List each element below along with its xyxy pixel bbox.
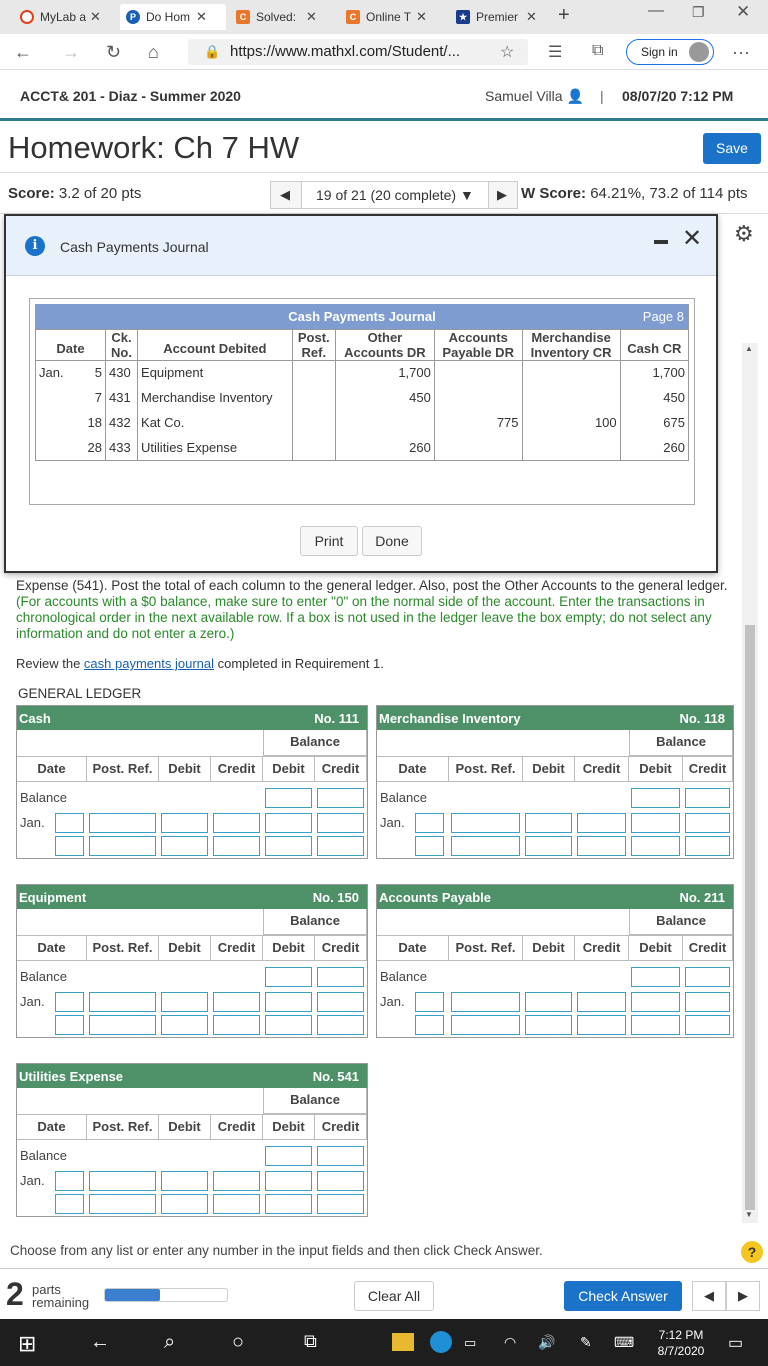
ledger-col-postref: Post. Ref. [449, 756, 523, 782]
browser-tab[interactable]: MyLab a ✕ [14, 4, 114, 30]
balance-header: Balance [263, 1088, 367, 1114]
ledger-credit-input[interactable] [317, 992, 364, 1012]
ledger-title-bar [17, 885, 367, 909]
question-navigator [270, 181, 518, 209]
footer-instructions: Choose from any list or enter any number in the input fields and then click Check Answer. [10, 1243, 543, 1258]
ledger-col-date: Date [17, 1114, 87, 1140]
keyboard-icon[interactable]: ⌨ [614, 1334, 635, 1350]
lock-icon: 🔒 [204, 44, 221, 59]
ledger-col-postref: Post. Ref. [87, 935, 159, 961]
ledger-date-input[interactable] [415, 992, 444, 1012]
ledger-col-credit: Credit [575, 756, 629, 782]
ledger-postref-input[interactable] [451, 1015, 520, 1035]
page-title: Homework: Ch 7 HW [8, 130, 300, 165]
close-modal-icon[interactable]: ✕ [682, 225, 703, 252]
chegg-icon: C [236, 10, 250, 24]
ledger-debit-input[interactable] [265, 1194, 312, 1214]
close-tab-icon[interactable]: ✕ [526, 9, 537, 24]
journal-cell-ck: 433 [106, 435, 138, 460]
journal-cell-ck: 430 [106, 360, 138, 385]
ledger-title-bar [377, 885, 733, 909]
balance-credit-input[interactable] [685, 967, 730, 987]
ledger-col-debit: Debit [523, 935, 575, 961]
journal-cell-day: 18 [72, 410, 106, 435]
account-number: No. 118 [679, 711, 725, 726]
ledger-debit-input[interactable] [631, 836, 680, 856]
balance-row-label: Balance [20, 969, 67, 984]
balance-credit-input[interactable] [685, 788, 730, 808]
journal-cell-month [36, 410, 72, 435]
journal-cell-post [292, 385, 335, 410]
journal-cell-other: 1,700 [335, 360, 434, 385]
browser-tab[interactable]: C Solved: ✕ [230, 4, 336, 30]
ledger-date-input[interactable] [55, 1015, 84, 1035]
close-tab-icon[interactable]: ✕ [90, 9, 101, 24]
ledger-credit-input[interactable] [213, 992, 260, 1012]
minimize-modal-icon[interactable] [654, 240, 668, 244]
mylab-icon [20, 10, 34, 24]
balance-debit-input[interactable] [631, 788, 680, 808]
more-icon[interactable]: ··· [732, 42, 750, 62]
ledger-debit-input[interactable] [161, 992, 208, 1012]
pearson-icon: P [126, 10, 140, 24]
search-icon[interactable]: ⌕ [164, 1331, 176, 1353]
ledger-col-credit: Credit [211, 756, 263, 782]
dropdown-icon: ▼ [459, 187, 474, 203]
ledger-postref-input[interactable] [451, 836, 520, 856]
close-tab-icon[interactable]: ✕ [306, 9, 317, 24]
modal-header [6, 216, 716, 276]
ledger-debit-input[interactable] [265, 836, 312, 856]
sign-in-button[interactable]: Sign in [626, 39, 714, 65]
balance-row-label: Balance [20, 1148, 67, 1163]
back-arrow-icon[interactable]: ← [90, 1331, 110, 1353]
ledger-col-credit: Credit [683, 935, 733, 961]
save-button[interactable]: Save [703, 133, 761, 164]
journal-cell-month [36, 385, 72, 410]
browser-tab-active[interactable]: P Do Hom ✕ [120, 4, 226, 30]
account-name: Cash [19, 711, 51, 726]
ledger-debit-input[interactable] [161, 836, 208, 856]
ledger-account [16, 884, 368, 1038]
journal-cell-ck: 432 [106, 410, 138, 435]
parts-progress-bar [104, 1288, 228, 1302]
journal-cell-mi [522, 360, 620, 385]
journal-modal [4, 214, 718, 573]
journal-cell-mi: 100 [522, 410, 620, 435]
journal-table-box [29, 298, 695, 505]
journal-cell-ap [434, 385, 522, 410]
edge-icon[interactable] [430, 1331, 452, 1353]
ledger-credit-input[interactable] [317, 813, 364, 833]
balance-header: Balance [263, 909, 367, 935]
ledger-credit-input[interactable] [317, 836, 364, 856]
prev-question-icon[interactable]: ◀ [280, 187, 290, 202]
ledger-col-debit: Debit [629, 756, 683, 782]
col-account: Account Debited [138, 329, 293, 360]
ledger-debit-input[interactable] [265, 1171, 312, 1191]
ledger-credit-input[interactable] [213, 1015, 260, 1035]
header-separator: | [600, 88, 604, 104]
next-question-icon[interactable]: ▶ [497, 187, 507, 202]
browser-tab[interactable]: ★ Premier ✕ [450, 4, 550, 30]
prev-arrow-icon: ◀ [704, 1288, 714, 1303]
col-cash: Cash CR [620, 329, 688, 360]
print-button[interactable]: Print [300, 526, 358, 556]
ledger-debit-input[interactable] [525, 992, 572, 1012]
journal-cell-post [292, 410, 335, 435]
parts-count: 2 [6, 1276, 24, 1312]
ledger-credit-input[interactable] [577, 1015, 626, 1035]
check-answer-button[interactable]: Check Answer [564, 1281, 682, 1311]
address-bar [0, 34, 768, 70]
ledger-credit-input[interactable] [685, 813, 730, 833]
course-header [0, 71, 768, 121]
ledger-debit-input[interactable] [265, 1015, 312, 1035]
ledger-credit-input[interactable] [213, 1171, 260, 1191]
ledger-date-input[interactable] [55, 1171, 84, 1191]
ledger-col-credit: Credit [211, 935, 263, 961]
journal-cell-month: Jan. [36, 360, 72, 385]
ledger-date-input[interactable] [415, 813, 444, 833]
ledger-credit-input[interactable] [213, 836, 260, 856]
journal-cell-ap [434, 360, 522, 385]
ledger-postref-input[interactable] [89, 836, 156, 856]
ledger-date-input[interactable] [55, 836, 84, 856]
notification-icon[interactable]: ▭ [728, 1335, 744, 1352]
windows-start-icon[interactable]: ⊞ [18, 1331, 37, 1356]
ledger-col-postref: Post. Ref. [87, 756, 159, 782]
ledger-credit-input[interactable] [685, 1015, 730, 1035]
ledger-postref-input[interactable] [451, 992, 520, 1012]
progress-fill [105, 1289, 160, 1301]
taskbar [0, 1319, 768, 1366]
ledger-col-postref: Post. Ref. [449, 935, 523, 961]
account-name: Accounts Payable [379, 890, 491, 905]
journal-cell-mi [522, 435, 620, 460]
ledger-postref-input[interactable] [89, 813, 156, 833]
journal-cell-day: 5 [72, 360, 106, 385]
ledger-debit-input[interactable] [631, 1015, 680, 1035]
ledger-debit-input[interactable] [265, 992, 312, 1012]
modal-title: Cash Payments Journal [60, 239, 209, 255]
browser-tab[interactable]: C Online T ✕ [340, 4, 446, 30]
ledger-debit-input[interactable] [525, 1015, 572, 1035]
close-tab-icon[interactable]: ✕ [416, 9, 427, 24]
cortana-icon[interactable]: ○ [232, 1331, 245, 1353]
done-button[interactable]: Done [362, 526, 422, 556]
help-icon[interactable]: ? [741, 1241, 763, 1263]
scroll-down-icon[interactable]: ▼ [745, 1210, 753, 1219]
journal-row [36, 385, 689, 410]
score-bar [0, 172, 768, 214]
ledger-title-bar [17, 1064, 367, 1088]
ledger-title-bar [377, 706, 733, 730]
col-ck: Ck. No. [106, 329, 138, 360]
home-icon[interactable]: ⌂ [148, 42, 159, 62]
journal-cell-account: Utilities Expense [138, 435, 293, 460]
journal-rows [36, 360, 689, 460]
ledger-debit-input[interactable] [631, 813, 680, 833]
ledger-postref-input[interactable] [451, 813, 520, 833]
ledger-col-debit: Debit [523, 756, 575, 782]
favorites-icon[interactable]: ☰ [548, 44, 563, 61]
ledger-postref-input[interactable] [89, 992, 156, 1012]
ledger-col-credit: Credit [683, 756, 733, 782]
ledger-date-input[interactable] [55, 813, 84, 833]
pen-icon[interactable]: ✎ [580, 1334, 592, 1350]
browser-tab-bar [0, 0, 768, 34]
score: Score: 3.2 of 20 pts [8, 185, 142, 202]
back-icon[interactable]: ← [14, 42, 32, 62]
jan-row-label: Jan. [20, 815, 45, 830]
favorite-star-icon[interactable]: ☆ [500, 44, 515, 61]
balance-debit-input[interactable] [265, 1146, 312, 1166]
ledger-col-credit: Credit [315, 1114, 367, 1140]
ledger-account [376, 705, 734, 859]
ledger-credit-input[interactable] [213, 1194, 260, 1214]
balance-header: Balance [263, 730, 367, 756]
wifi-icon[interactable]: ◠ [504, 1334, 517, 1350]
ledger-credit-input[interactable] [577, 836, 626, 856]
account-number: No. 211 [679, 890, 725, 905]
cash-payments-journal-table [35, 304, 689, 461]
ledger-col-date: Date [17, 756, 87, 782]
col-mi: Merchandise Inventory CR [522, 329, 620, 360]
col-ap: Accounts Payable DR [434, 329, 522, 360]
next-button[interactable] [726, 1281, 760, 1311]
ledger-credit-input[interactable] [577, 813, 626, 833]
close-tab-icon[interactable]: ✕ [196, 9, 207, 24]
user-name[interactable]: Samuel Villa 👤 [485, 88, 584, 104]
journal-cell-post [292, 360, 335, 385]
next-arrow-icon: ▶ [738, 1288, 748, 1303]
balance-debit-input[interactable] [265, 788, 312, 808]
scrollbar-thumb[interactable] [745, 625, 755, 1210]
ledger-title-bar [17, 706, 367, 730]
journal-cell-cash: 1,700 [620, 360, 688, 385]
account-number: No. 111 [314, 711, 359, 726]
avatar-icon [689, 42, 709, 62]
info-icon: i [25, 236, 45, 256]
ledger-debit-input[interactable] [161, 813, 208, 833]
journal-cell-ap: 775 [434, 410, 522, 435]
col-post-ref: Post. Ref. [292, 329, 335, 360]
col-date: Date [36, 329, 106, 360]
window-close-icon[interactable]: ✕ [736, 2, 751, 21]
ledger-col-date: Date [17, 935, 87, 961]
journal-cell-other: 450 [335, 385, 434, 410]
ledger-col-credit: Credit [315, 935, 367, 961]
ledger-col-date: Date [377, 935, 449, 961]
scroll-up-icon[interactable]: ▲ [745, 344, 753, 353]
balance-row-label: Balance [380, 790, 427, 805]
journal-cell-cash: 260 [620, 435, 688, 460]
taskbar-clock[interactable]: 7:12 PM 8/7/2020 [657, 1328, 705, 1358]
account-number: No. 150 [312, 890, 359, 905]
ledger-date-input[interactable] [55, 992, 84, 1012]
ledger-credit-input[interactable] [685, 992, 730, 1012]
ledger-debit-input[interactable] [525, 813, 572, 833]
ledger-col-debit: Debit [263, 935, 315, 961]
ledger-postref-input[interactable] [89, 1015, 156, 1035]
prev-button[interactable] [692, 1281, 726, 1311]
ledger-account [16, 705, 368, 859]
account-number: No. 541 [312, 1069, 359, 1084]
balance-header: Balance [629, 909, 733, 935]
collections-icon[interactable]: ⧉ [592, 42, 604, 59]
journal-cell-ck: 431 [106, 385, 138, 410]
ledger-col-debit: Debit [263, 1114, 315, 1140]
ledger-debit-input[interactable] [161, 1194, 208, 1214]
ledger-account [16, 1063, 368, 1217]
balance-credit-input[interactable] [317, 788, 364, 808]
gear-icon[interactable]: ⚙ [734, 221, 754, 246]
journal-page: Page 8 [642, 309, 684, 324]
balance-row-label: Balance [20, 790, 67, 805]
file-explorer-icon[interactable] [392, 1333, 414, 1351]
new-tab-icon[interactable]: + [558, 4, 570, 26]
star-icon: ★ [456, 10, 470, 24]
balance-header: Balance [629, 730, 733, 756]
balance-row-label: Balance [380, 969, 427, 984]
journal-row [36, 435, 689, 460]
account-name: Equipment [19, 890, 87, 905]
ledger-debit-input[interactable] [265, 813, 312, 833]
user-icon: 👤 [566, 88, 584, 104]
ledger-col-debit: Debit [159, 935, 211, 961]
ledger-credit-input[interactable] [317, 1015, 364, 1035]
parts-label: parts remaining [32, 1282, 90, 1310]
footer-divider [0, 1268, 768, 1269]
journal-cell-other: 260 [335, 435, 434, 460]
ledger-col-debit: Debit [263, 756, 315, 782]
ledger-col-postref: Post. Ref. [87, 1114, 159, 1140]
forward-icon[interactable]: → [62, 42, 80, 62]
journal-cell-day: 7 [72, 385, 106, 410]
journal-cell-month [36, 435, 72, 460]
ledger-col-credit: Credit [575, 935, 629, 961]
journal-row [36, 360, 689, 385]
ledger-credit-input[interactable] [213, 813, 260, 833]
ledger-col-credit: Credit [211, 1114, 263, 1140]
account-name: Merchandise Inventory [379, 711, 521, 726]
url-field[interactable]: 🔒 https://www.mathxl.com/Student/... [188, 39, 528, 65]
ledger-debit-input[interactable] [161, 1015, 208, 1035]
journal-cell-ap [434, 435, 522, 460]
battery-icon[interactable]: ▭ [464, 1335, 477, 1350]
ledger-credit-input[interactable] [577, 992, 626, 1012]
course-title: ACCT& 201 - Diaz - Summer 2020 [20, 88, 241, 104]
ledger-debit-input[interactable] [525, 836, 572, 856]
journal-cell-cash: 450 [620, 385, 688, 410]
ledger-col-debit: Debit [629, 935, 683, 961]
ledger-col-debit: Debit [159, 756, 211, 782]
jan-row-label: Jan. [20, 994, 45, 1009]
instructions: Expense (541). Post the total of each column to the general ledger. Also, post the Other Accounts to the general ledger. (For accounts with a $0 balance, make sure to enter "0" on the normal side of the account. Enter the transactions in chronological order in the next available row. If a box is not used in the ledger leave the box empty; do not select any information and do not enter a zero.) [16, 578, 728, 641]
minimize-icon[interactable]: — [648, 2, 664, 19]
journal-cell-account: Equipment [138, 360, 293, 385]
ledger-col-credit: Credit [315, 756, 367, 782]
question-select[interactable]: 19 of 21 (20 complete) ▼ [301, 182, 489, 208]
journal-cell-day: 28 [72, 435, 106, 460]
balance-credit-input[interactable] [317, 1146, 364, 1166]
ledger-debit-input[interactable] [161, 1171, 208, 1191]
balance-debit-input[interactable] [631, 967, 680, 987]
ledger-credit-input[interactable] [685, 836, 730, 856]
ledger-date-input[interactable] [55, 1194, 84, 1214]
balance-debit-input[interactable] [265, 967, 312, 987]
ledger-credit-input[interactable] [317, 1171, 364, 1191]
clear-all-button[interactable]: Clear All [354, 1281, 434, 1311]
refresh-icon[interactable]: ↻ [106, 42, 122, 62]
ledger-date-input[interactable] [415, 1015, 444, 1035]
cash-payments-journal-link[interactable]: cash payments journal [83, 656, 214, 671]
review-text: Review the cash payments journal completed in Requirement 1. [16, 656, 384, 671]
account-name: Utilities Expense [19, 1069, 124, 1084]
journal-cell-other [335, 410, 434, 435]
jan-row-label: Jan. [380, 815, 405, 830]
balance-credit-input[interactable] [317, 967, 364, 987]
ledger-postref-input[interactable] [89, 1194, 156, 1214]
ledger-credit-input[interactable] [317, 1194, 364, 1214]
journal-cell-cash: 675 [620, 410, 688, 435]
jan-row-label: Jan. [20, 1173, 45, 1188]
volume-icon[interactable]: 🔊 [538, 1334, 556, 1350]
journal-row [36, 410, 689, 435]
journal-cell-mi [522, 385, 620, 410]
ledger-debit-input[interactable] [631, 992, 680, 1012]
journal-caption: Cash Payments Journal Page 8 [36, 304, 689, 329]
journal-cell-account: Kat Co. [138, 410, 293, 435]
general-ledger-heading: GENERAL LEDGER [18, 686, 142, 701]
journal-cell-post [292, 435, 335, 460]
chegg-icon: C [346, 10, 360, 24]
ledger-col-date: Date [377, 756, 449, 782]
ledger-col-debit: Debit [159, 1114, 211, 1140]
restore-icon[interactable]: ❐ [692, 4, 705, 20]
ledger-postref-input[interactable] [89, 1171, 156, 1191]
jan-row-label: Jan. [380, 994, 405, 1009]
header-datetime: 08/07/20 7:12 PM [622, 88, 734, 104]
journal-cell-account: Merchandise Inventory [138, 385, 293, 410]
task-view-icon[interactable]: ⧉ [304, 1331, 317, 1351]
ledger-account [376, 884, 734, 1038]
hw-score: W Score: 64.21%, 73.2 of 114 pts [521, 185, 748, 202]
col-other: Other Accounts DR [335, 329, 434, 360]
ledger-date-input[interactable] [415, 836, 444, 856]
